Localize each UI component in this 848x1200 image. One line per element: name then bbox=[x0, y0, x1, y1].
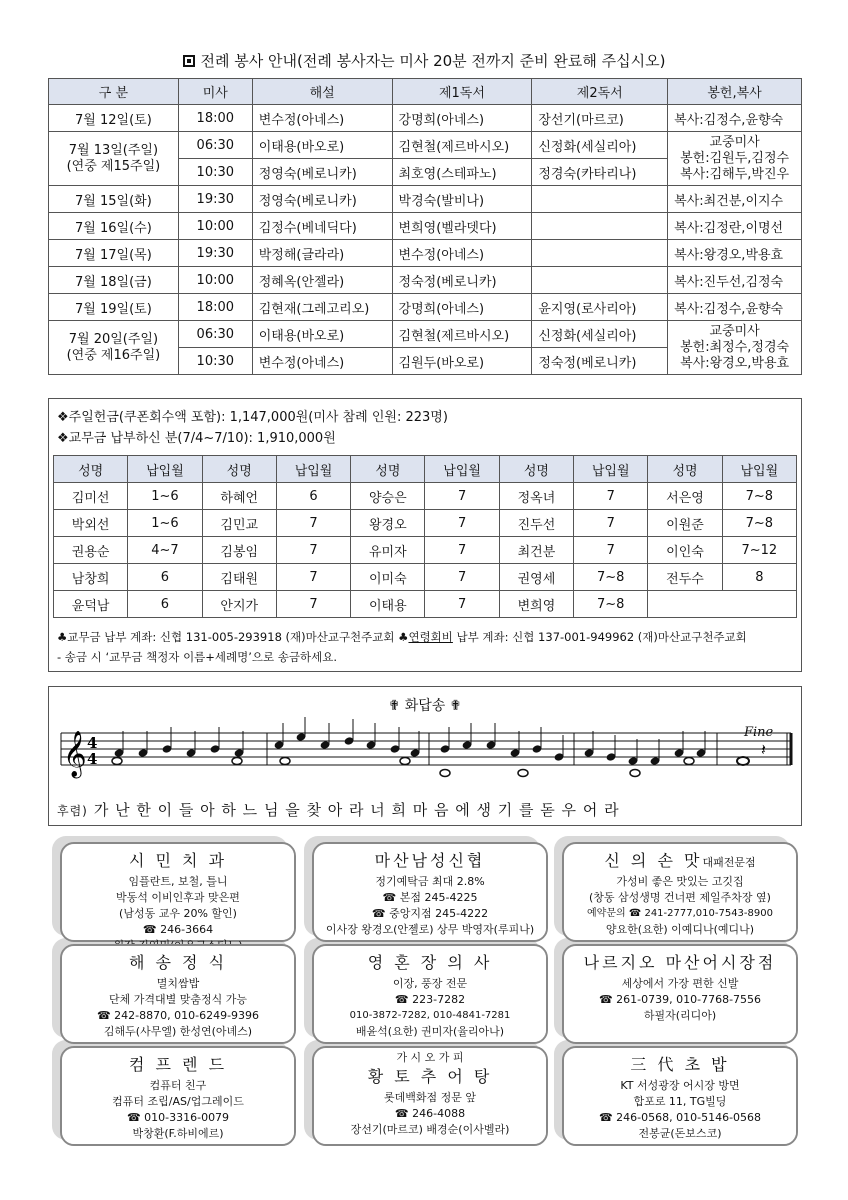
lower-note bbox=[518, 770, 528, 777]
time-cell: 10:00 bbox=[178, 213, 252, 240]
ad-subtitle: 가 시 오 가 피 bbox=[396, 1051, 464, 1064]
responsorial-psalm-section bbox=[48, 686, 802, 826]
donor-name-cell: 이태용 bbox=[351, 591, 425, 618]
paid-month-cell: 7~8 bbox=[574, 564, 648, 591]
ad-box bbox=[562, 842, 798, 942]
offertory-line: 복사:왕경오,박용효 bbox=[680, 355, 790, 371]
paid-month-cell: 7 bbox=[574, 537, 648, 564]
music-staff bbox=[49, 717, 801, 797]
table-row bbox=[49, 321, 802, 348]
paid-month-cell: 8 bbox=[722, 564, 796, 591]
col-header: 해설 bbox=[252, 79, 392, 105]
table-row bbox=[49, 186, 802, 213]
col-header: 납입월 bbox=[276, 456, 350, 483]
ad-name-text: 시 민 치 과 bbox=[128, 851, 228, 870]
ad-line: ☎ 중앙지점 245-4222 bbox=[371, 907, 489, 920]
account-line bbox=[57, 627, 797, 647]
rest-icon: 𝄽 bbox=[761, 740, 766, 759]
reading2-cell bbox=[532, 240, 668, 267]
ad-line: 롯데백화점 정문 앞 bbox=[383, 1091, 476, 1104]
ad-box bbox=[312, 842, 548, 942]
reading2-cell: 윤지영(로사리아) bbox=[532, 294, 668, 321]
paid-month-cell: 7~8 bbox=[722, 483, 796, 510]
ad-line: (창동 삼성생명 건너편 제일주차장 옆) bbox=[589, 891, 771, 904]
sunday-offering-text: ❖주일헌금(쿠폰회수액 포함): 1,147,000원(미사 참례 인원: 223명) bbox=[57, 410, 448, 425]
paid-month-cell: 6 bbox=[128, 564, 202, 591]
ad-box bbox=[60, 944, 296, 1044]
treble-clef-icon: 𝄞 bbox=[63, 731, 87, 777]
donor-name-cell: 하혜언 bbox=[202, 483, 276, 510]
ad-box bbox=[60, 1046, 296, 1146]
offertory-cell: 복사:김정수,윤향숙 bbox=[668, 105, 802, 132]
paid-month-cell: 7 bbox=[574, 483, 648, 510]
paid-month-cell: 7~8 bbox=[722, 510, 796, 537]
donor-name-cell bbox=[648, 591, 797, 618]
sunday-text: (연중 제15주일) bbox=[66, 158, 161, 174]
lower-note bbox=[630, 770, 640, 777]
offertory-cell: 복사:최건분,이지수 bbox=[668, 186, 802, 213]
donor-name-cell: 박외선 bbox=[54, 510, 128, 537]
reading2-cell bbox=[532, 186, 668, 213]
time-cell: 10:30 bbox=[178, 348, 252, 375]
donor-name-cell: 정옥녀 bbox=[499, 483, 573, 510]
ad-name-text: 三 代 초 밥 bbox=[630, 1055, 730, 1074]
commentator-cell: 정영숙(베로니카) bbox=[252, 186, 392, 213]
ad-line: 가성비 좋은 맛있는 고깃집 bbox=[616, 875, 744, 888]
donor-name-cell: 전두수 bbox=[648, 564, 722, 591]
col-header: 봉헌,복사 bbox=[668, 79, 802, 105]
lower-note bbox=[684, 758, 694, 765]
date-text: 7월 13일(주일) bbox=[68, 142, 159, 158]
offertory-cell: 복사:왕경오,박용효 bbox=[668, 240, 802, 267]
donor-name-cell: 왕경오 bbox=[351, 510, 425, 537]
offering-section bbox=[48, 398, 802, 672]
paid-month-cell: 7 bbox=[425, 537, 499, 564]
ad-line: ☎ 246-0568, 010-5146-0568 bbox=[598, 1111, 762, 1124]
ad-content bbox=[314, 1048, 546, 1144]
date-cell bbox=[49, 132, 179, 186]
col-header: 성명 bbox=[648, 456, 722, 483]
offertory-cell bbox=[668, 321, 802, 375]
ad-content bbox=[314, 844, 546, 940]
dues-table bbox=[53, 455, 797, 618]
ad-name bbox=[564, 848, 796, 871]
donor-name-cell: 유미자 bbox=[351, 537, 425, 564]
offertory-line: 교중미사 bbox=[709, 134, 760, 150]
col-header: 성명 bbox=[351, 456, 425, 483]
ad-line: 배윤석(요한) 권미자(율리아나) bbox=[355, 1025, 505, 1038]
ad-name-text: 신 의 손 맛 bbox=[604, 851, 703, 870]
reading1-cell: 강명희(아네스) bbox=[392, 105, 532, 132]
reading2-cell: 장선기(마르코) bbox=[532, 105, 668, 132]
paid-month-cell: 7 bbox=[425, 510, 499, 537]
col-header: 성명 bbox=[499, 456, 573, 483]
ad-line: 합포로 11, TG빌딩 bbox=[633, 1095, 727, 1108]
col-header: 구 분 bbox=[49, 79, 179, 105]
ad-box bbox=[312, 944, 548, 1044]
reading1-cell: 김현철(제르바시오) bbox=[392, 132, 532, 159]
date-cell: 7월 12일(토) bbox=[49, 105, 179, 132]
table-header-row bbox=[54, 456, 797, 483]
donor-name-cell: 김미선 bbox=[54, 483, 128, 510]
ad-line: 세상에서 가장 편한 신발 bbox=[621, 977, 739, 990]
donor-name-cell: 변희영 bbox=[499, 591, 573, 618]
ad-line: 전봉균(돈보스코) bbox=[638, 1127, 722, 1140]
ad-line: (남성동 교우 20% 할인) bbox=[119, 907, 237, 920]
ad-name bbox=[564, 1052, 796, 1075]
reading1-cell: 변수정(아네스) bbox=[392, 240, 532, 267]
reading2-cell: 정경숙(카타리나) bbox=[532, 159, 668, 186]
ad-line: 박창환(F.하비에르) bbox=[132, 1127, 224, 1140]
offertory-cell: 복사:진두선,김정숙 bbox=[668, 267, 802, 294]
dues-total-text: ❖교무금 납부하신 분(7/4~7/10): 1,910,000원 bbox=[57, 431, 336, 446]
reading2-cell: 정숙정(베로니카) bbox=[532, 348, 668, 375]
commentator-cell: 김정수(베네딕다) bbox=[252, 213, 392, 240]
ad-line: ☎ 246-3664 bbox=[142, 923, 214, 936]
ad-name bbox=[564, 950, 796, 973]
donor-name-cell: 권용순 bbox=[54, 537, 128, 564]
ad-name-text: 마산남성신협 bbox=[374, 851, 486, 870]
paid-month-cell: 7 bbox=[276, 591, 350, 618]
ad-line: 이장, 풍장 전문 bbox=[392, 977, 468, 990]
transfer-note: - 송금 시 ‘교무금 책정자 이름+세례명’으로 송금하세요. bbox=[57, 650, 337, 664]
reading2-cell bbox=[532, 213, 668, 240]
lower-note bbox=[440, 770, 450, 777]
offertory-line: 교중미사 bbox=[709, 323, 760, 339]
ad-name-text: 황 토 추 어 탕 bbox=[367, 1067, 493, 1086]
ad-line: 박동석 이비인후과 맞은편 bbox=[116, 891, 240, 904]
time-cell: 18:00 bbox=[178, 294, 252, 321]
donor-name-cell: 이미숙 bbox=[351, 564, 425, 591]
ad-box bbox=[562, 1046, 798, 1146]
paid-month-cell: 7 bbox=[276, 510, 350, 537]
table-row bbox=[54, 591, 797, 618]
ad-name bbox=[314, 950, 546, 973]
donor-name-cell: 진두선 bbox=[499, 510, 573, 537]
paid-month-cell: 6 bbox=[128, 591, 202, 618]
time-cell: 06:30 bbox=[178, 132, 252, 159]
lyrics bbox=[57, 799, 620, 820]
dues-account-text: ♣교무금 납부 계좌: 신협 131-005-293918 (재)마산교구천주교회 ♣ bbox=[57, 630, 409, 644]
notes-group bbox=[112, 717, 766, 777]
reading1-cell: 변희영(벨라뎃다) bbox=[392, 213, 532, 240]
ad-line: 예약문의 ☎ 241-2777,010-7543-8900 bbox=[587, 908, 773, 919]
schedule-title: 전례 봉사 안내(전례 봉사자는 미사 20분 전까지 준비 완료해 주십시오) bbox=[0, 50, 848, 71]
memorial-fee-label: 연령회비 bbox=[408, 630, 453, 644]
commentator-cell: 정영숙(베로니카) bbox=[252, 159, 392, 186]
reading2-cell: 신정화(세실리아) bbox=[532, 132, 668, 159]
ad-name bbox=[62, 1052, 294, 1075]
memorial-account-text: 납부 계좌: 신협 137-001-949962 (재)마산교구천주교회 bbox=[452, 630, 747, 644]
ad-line: 임플란트, 보철, 틀니 bbox=[128, 875, 228, 888]
table-row bbox=[49, 240, 802, 267]
reading1-cell: 박경숙(발비나) bbox=[392, 186, 532, 213]
commentator-cell: 정혜옥(안젤라) bbox=[252, 267, 392, 294]
paid-month-cell: 1~6 bbox=[128, 483, 202, 510]
date-cell: 7월 16일(수) bbox=[49, 213, 179, 240]
time-cell: 10:00 bbox=[178, 267, 252, 294]
paid-month-cell: 7 bbox=[425, 591, 499, 618]
col-header: 납입월 bbox=[425, 456, 499, 483]
date-cell: 7월 15일(화) bbox=[49, 186, 179, 213]
paid-month-cell: 7 bbox=[276, 537, 350, 564]
paid-month-cell: 6 bbox=[276, 483, 350, 510]
commentator-cell: 변수정(아네스) bbox=[252, 105, 392, 132]
donor-name-cell: 최건분 bbox=[499, 537, 573, 564]
time-sig-top: 4 bbox=[87, 734, 98, 752]
dues-body bbox=[54, 483, 797, 618]
ad-line: KT 서성광장 어시장 방면 bbox=[620, 1079, 740, 1092]
paid-month-cell: 7 bbox=[574, 510, 648, 537]
table-row bbox=[54, 537, 797, 564]
ad-line: 단체 가격대별 맞춤정식 가능 bbox=[108, 993, 247, 1006]
reading2-cell: 신정화(세실리아) bbox=[532, 321, 668, 348]
ad-line: 컴퓨터 조립/AS/업그레이드 bbox=[112, 1095, 244, 1108]
time-sig-bottom: 4 bbox=[87, 750, 98, 768]
col-header: 제1독서 bbox=[392, 79, 532, 105]
donor-name-cell: 이원준 bbox=[648, 510, 722, 537]
date-cell: 7월 19일(토) bbox=[49, 294, 179, 321]
account-info bbox=[57, 627, 797, 667]
reading2-cell bbox=[532, 267, 668, 294]
ad-line: 하필자(리디아) bbox=[643, 1009, 717, 1022]
ad-name-text: 영 혼 장 의 사 bbox=[367, 953, 493, 972]
donor-name-cell: 윤덕남 bbox=[54, 591, 128, 618]
ad-box bbox=[60, 842, 296, 942]
ad-name-text: 나르지오 마산어시장점 bbox=[583, 953, 777, 972]
paid-month-cell: 4~7 bbox=[128, 537, 202, 564]
commentator-cell: 변수정(아네스) bbox=[252, 348, 392, 375]
donor-name-cell: 이인숙 bbox=[648, 537, 722, 564]
donor-name-cell: 서은영 bbox=[648, 483, 722, 510]
table-row bbox=[54, 510, 797, 537]
offertory-line: 복사:김해두,박진우 bbox=[680, 166, 790, 182]
date-cell: 7월 18일(금) bbox=[49, 267, 179, 294]
donor-name-cell: 김태원 bbox=[202, 564, 276, 591]
ad-line: 멸치쌈밥 bbox=[156, 977, 200, 990]
lower-note bbox=[280, 758, 290, 765]
ad-line: ☎ 246-4088 bbox=[394, 1107, 466, 1120]
paid-month-cell: 7 bbox=[425, 564, 499, 591]
reading1-cell: 최호영(스테파노) bbox=[392, 159, 532, 186]
ad-name-suffix: 대패전문점 bbox=[702, 856, 756, 869]
offertory-line: 봉헌:최정수,정경숙 bbox=[680, 339, 790, 355]
ad-content bbox=[62, 1048, 294, 1144]
offertory-cell: 복사:김정란,이명선 bbox=[668, 213, 802, 240]
reading1-cell: 김현철(제르바시오) bbox=[392, 321, 532, 348]
reading1-cell: 정숙정(베로니카) bbox=[392, 267, 532, 294]
date-cell bbox=[49, 321, 179, 375]
offertory-line: 봉헌:김원두,김정수 bbox=[680, 150, 790, 166]
hymn-title: ✟ 화답송 ✟ bbox=[388, 698, 462, 714]
table-row bbox=[49, 105, 802, 132]
ad-line: ☎ 본점 245-4225 bbox=[382, 891, 478, 904]
ad-line: ☎ 223-7282 bbox=[394, 993, 466, 1006]
donor-name-cell: 남창희 bbox=[54, 564, 128, 591]
reading1-cell: 김원두(바오로) bbox=[392, 348, 532, 375]
donor-name-cell: 김민교 bbox=[202, 510, 276, 537]
paid-month-cell: 1~6 bbox=[128, 510, 202, 537]
time-cell: 18:00 bbox=[178, 105, 252, 132]
ad-line: 컴퓨터 친구 bbox=[149, 1079, 207, 1092]
paid-month-cell: 7~12 bbox=[722, 537, 796, 564]
ad-name bbox=[314, 1064, 546, 1087]
table-row bbox=[49, 132, 802, 159]
offertory-cell bbox=[668, 132, 802, 186]
lyrics-text: 가 난 한 이 들 아 하 느 님 을 찾 아 라 너 희 마 음 에 생 기 를 돋 우 어 라 bbox=[93, 801, 620, 819]
ad-line: 010-3872-7282, 010-4841-7281 bbox=[349, 1010, 511, 1021]
ad-content bbox=[314, 946, 546, 1042]
ad-content bbox=[564, 946, 796, 1042]
refrain-label: 후렴) bbox=[57, 804, 88, 818]
table-row bbox=[54, 483, 797, 510]
fine-marking: Fine bbox=[744, 725, 774, 740]
ad-name bbox=[62, 848, 294, 871]
commentator-cell: 이태용(바오로) bbox=[252, 321, 392, 348]
ad-line: 이사장 왕경오(안젤로) 상무 박영자(루피나) bbox=[325, 923, 535, 936]
ad-box bbox=[312, 1046, 548, 1146]
ad-content bbox=[564, 1048, 796, 1144]
ad-line: ☎ 261-0739, 010-7768-7556 bbox=[598, 993, 762, 1006]
square-bullet-icon bbox=[183, 55, 195, 67]
ad-content bbox=[62, 946, 294, 1042]
lower-note bbox=[112, 758, 122, 765]
donor-name-cell: 김봉임 bbox=[202, 537, 276, 564]
col-header: 납입월 bbox=[574, 456, 648, 483]
date-text: 7월 20일(주일) bbox=[68, 331, 159, 347]
col-header: 성명 bbox=[202, 456, 276, 483]
final-note bbox=[737, 757, 749, 765]
table-row bbox=[49, 213, 802, 240]
lower-note bbox=[232, 758, 242, 765]
ad-line: ☎ 242-8870, 010-6249-9396 bbox=[96, 1009, 260, 1022]
ad-box bbox=[562, 944, 798, 1044]
col-header: 납입월 bbox=[128, 456, 202, 483]
col-header: 성명 bbox=[54, 456, 128, 483]
time-cell: 19:30 bbox=[178, 186, 252, 213]
ad-line: 정기예탁금 최대 2.8% bbox=[375, 875, 485, 888]
ad-content bbox=[564, 844, 796, 940]
donor-name-cell: 안지가 bbox=[202, 591, 276, 618]
ad-name bbox=[314, 848, 546, 871]
offertory-cell: 복사:김정수,윤향숙 bbox=[668, 294, 802, 321]
lower-note bbox=[400, 758, 410, 765]
donor-name-cell: 양승은 bbox=[351, 483, 425, 510]
ad-content bbox=[62, 844, 294, 940]
ad-name bbox=[62, 950, 294, 973]
sunday-text: (연중 제16주일) bbox=[66, 347, 161, 363]
ad-name-text: 해 송 정 식 bbox=[128, 953, 228, 972]
table-row bbox=[49, 267, 802, 294]
commentator-cell: 이태용(바오로) bbox=[252, 132, 392, 159]
ad-line: 김해두(사무엘) 한성연(아녜스) bbox=[103, 1025, 253, 1038]
liturgy-schedule-table bbox=[48, 78, 802, 375]
table-row bbox=[49, 294, 802, 321]
ad-line: ☎ 010-3316-0079 bbox=[126, 1111, 230, 1124]
col-header: 제2독서 bbox=[532, 79, 668, 105]
ad-name-text: 컴 프 렌 드 bbox=[128, 1055, 228, 1074]
col-header: 납입월 bbox=[722, 456, 796, 483]
paid-month-cell: 7 bbox=[276, 564, 350, 591]
paid-month-cell: 7 bbox=[425, 483, 499, 510]
time-cell: 06:30 bbox=[178, 321, 252, 348]
ad-line: 양요한(요한) 이예디나(예디나) bbox=[605, 923, 755, 936]
paid-month-cell: 7~8 bbox=[574, 591, 648, 618]
donor-name-cell: 권영세 bbox=[499, 564, 573, 591]
table-header-row bbox=[49, 79, 802, 105]
time-cell: 19:30 bbox=[178, 240, 252, 267]
reading1-cell: 강명희(아네스) bbox=[392, 294, 532, 321]
col-header: 미사 bbox=[178, 79, 252, 105]
commentator-cell: 박정해(글라라) bbox=[252, 240, 392, 267]
table-row bbox=[54, 564, 797, 591]
commentator-cell: 김현재(그레고리오) bbox=[252, 294, 392, 321]
ad-line: 장선기(마르코) 배경순(이사벨라) bbox=[350, 1123, 510, 1136]
time-cell: 10:30 bbox=[178, 159, 252, 186]
date-cell: 7월 17일(목) bbox=[49, 240, 179, 267]
